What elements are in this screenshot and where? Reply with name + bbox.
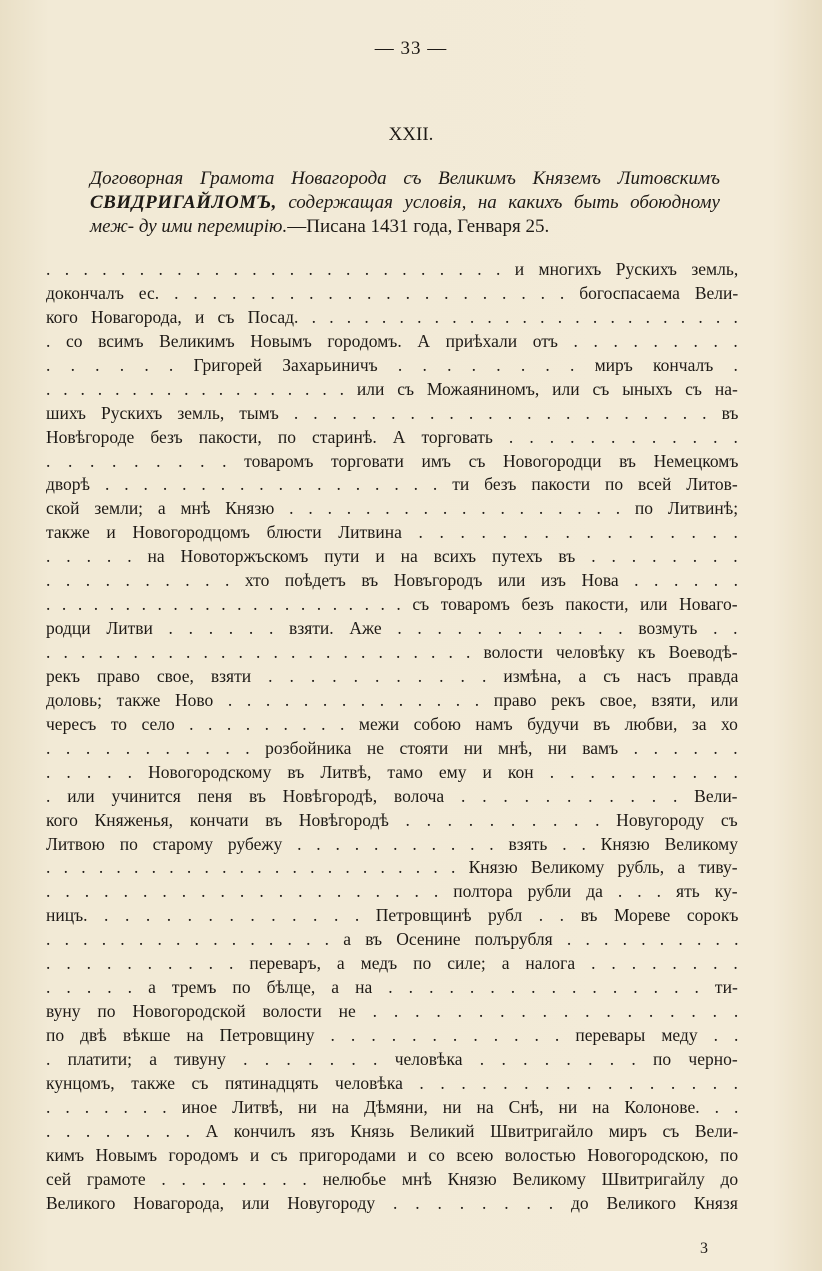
text-line: . со всимъ Великимъ Новымъ городомъ. А приѣхали отъ . . . . . . . . . [46,330,738,351]
text-line: родци Литви . . . . . . взяти. Аже . . . . . . . . . . . . возмуть . . [46,618,738,639]
text-line: . . . . . . . . А кончилъ язъ Князь Великий Швитригайло миръ съ Вели- [46,1120,738,1141]
text-line: . . . . . . . . . . . . . . . . . . или съ Можаяниномъ, или съ ыныхъ съ на- [46,378,738,399]
title-part-2: содержащая условія, на какихъ быть обоюдному меж- [90,192,720,237]
text-line: рекъ право свое, взяти . . . . . . . . . . . измѣна, а съ насъ правда [46,665,738,686]
text-line: . . . . . . . . . товаромъ торговати имъ съ Новогородци въ Немецкомъ [46,450,738,471]
document-body [46,258,738,1216]
text-line: . . . . . . . . . . . . . . . . . . . . . . . съ товаромъ безъ пакости, или Новаго- [46,594,738,615]
text-line: шихъ Рускихъ земль, тымъ . . . . . . . . . . . . . . . . . . . . . . въ [46,402,738,423]
text-line: . . . . . . . . . . переваръ, а медъ по силе; а налога . . . . . . . . [46,953,738,974]
text-line: по двѣ вѣкше на Петровщину . . . . . . . . . . . . перевары меду . . [46,1025,738,1045]
text-line: . платити; а тивуну . . . . . . . человѣка . . . . . . . . по черно- [46,1048,738,1069]
text-line: . . . . . . . . . . хто поѣдетъ въ Новъгородъ или изъ Нова . . . . . . [46,570,738,591]
text-line: Литвою по старому рубежу . . . . . . . . . . . взять . . Князю Великому [46,833,738,854]
text-line: доловь; также Ново . . . . . . . . . . . . . . право рекъ свое, взяти, или [46,689,738,710]
text-line: докончалъ ес. . . . . . . . . . . . . . . . . . . . . . богоспасаема Вели- [46,282,738,303]
text-line: . . . . . . . . . . . . . . . . . . . . . полтора рубли да . . . ять ку- [46,881,738,902]
text-line: . . . . . . . . . . . . . . . . . . . . . . . . Князю Великому рубль, а тиву- [46,857,738,878]
text-line: кимъ Новымъ городомъ и съ пригородами и со всею волостью Новогородскою, по [46,1144,738,1165]
text-line: . . . . . . Григорей Захарьиничъ . . . . . . . . миръ кончалъ . [46,354,738,375]
document-title [90,167,720,239]
text-line: . . . . . . . . . . . . . . . . а въ Осенине полърубля . . . . . . . . . . [46,929,738,950]
text-line: кого Новагорода, и съ Посад. . . . . . . . . . . . . . . . . . . . . . . . . . [46,306,738,327]
text-line: вуну по Новогородской волости не . . . . . . . . . . . . . . . . . . [46,1001,738,1022]
section-number: XXII. [388,124,434,145]
text-line: . или учинится пеня въ Новѣгородѣ, волоча . . . . . . . . . . . Вели- [46,785,738,806]
text-line: дворѣ . . . . . . . . . . . . . . . . . . ти безъ пакости по всей Литов- [46,474,738,495]
text-line: кунцомъ, также съ пятинадцять человѣка . . . . . . . . . . . . . . . . [46,1072,738,1093]
text-line: . . . . . . . . . . . розбойника не стояти ни мнѣ, ни вамъ . . . . . . [46,737,738,758]
text-line: кого Княженья, кончати въ Новѣгородѣ . . . . . . . . . . Новугороду съ [46,809,738,830]
title-name: СВИДРИГАЙЛОМЪ, [90,192,277,213]
page-number: — 33 — [374,38,448,59]
text-line: . . . . . а тремъ по бѣлце, а на . . . . . . . . . . . . . . . . ти- [46,977,738,998]
text-line: сей грамоте . . . . . . . . нелюбье мнѣ Князю Великому Швитригайлу до [46,1168,738,1189]
text-line: . . . . . на Новоторжъскомъ пути и на всихъ путехъ въ . . . . . . . . [46,546,738,567]
title-part-1: Договорная Грамота Новагорода съ Великимъ Княземъ Литовскимъ [90,168,720,189]
signature-mark: 3 [700,1240,708,1257]
text-line: также и Новогородцомъ блюсти Литвина . . . . . . . . . . . . . . . . [46,522,738,543]
text-line: Новѣгороде безъ пакости, по старинѣ. А торговать . . . . . . . . . . . . [46,426,738,447]
text-line: чересъ то село . . . . . . . . . межи собою намъ будучи въ любви, за хо [46,713,738,734]
text-line: Великого Новагорода, или Новугороду . . . . . . . . до Великого Князя [46,1192,738,1213]
text-line: . . . . . Новогородскому въ Литвѣ, тамо ему и кон . . . . . . . . . . [46,761,738,782]
text-line: ницъ. . . . . . . . . . . . . . Петровщинѣ рубл . . въ Мореве сорокъ [46,905,738,926]
text-line: . . . . . . . . . . . . . . . . . . . . . . . . . волости человѣку къ Воеводѣ- [46,642,738,662]
text-line: . . . . . . . . . . . . . . . . . . . . . . . . . и многихъ Рускихъ земль, [46,259,738,279]
text-line: ской земли; а мнѣ Князю . . . . . . . . . . . . . . . . . . по Литвинѣ; [46,498,738,519]
text-line: . . . . . . . иное Литвѣ, ни на Дѣмяни, ни на Снѣ, ни на Колонове. . . [46,1096,738,1117]
title-date: —Писана 1431 года, Генваря 25. [287,216,550,237]
title-part-3: ду ими перемирію. [138,216,288,237]
